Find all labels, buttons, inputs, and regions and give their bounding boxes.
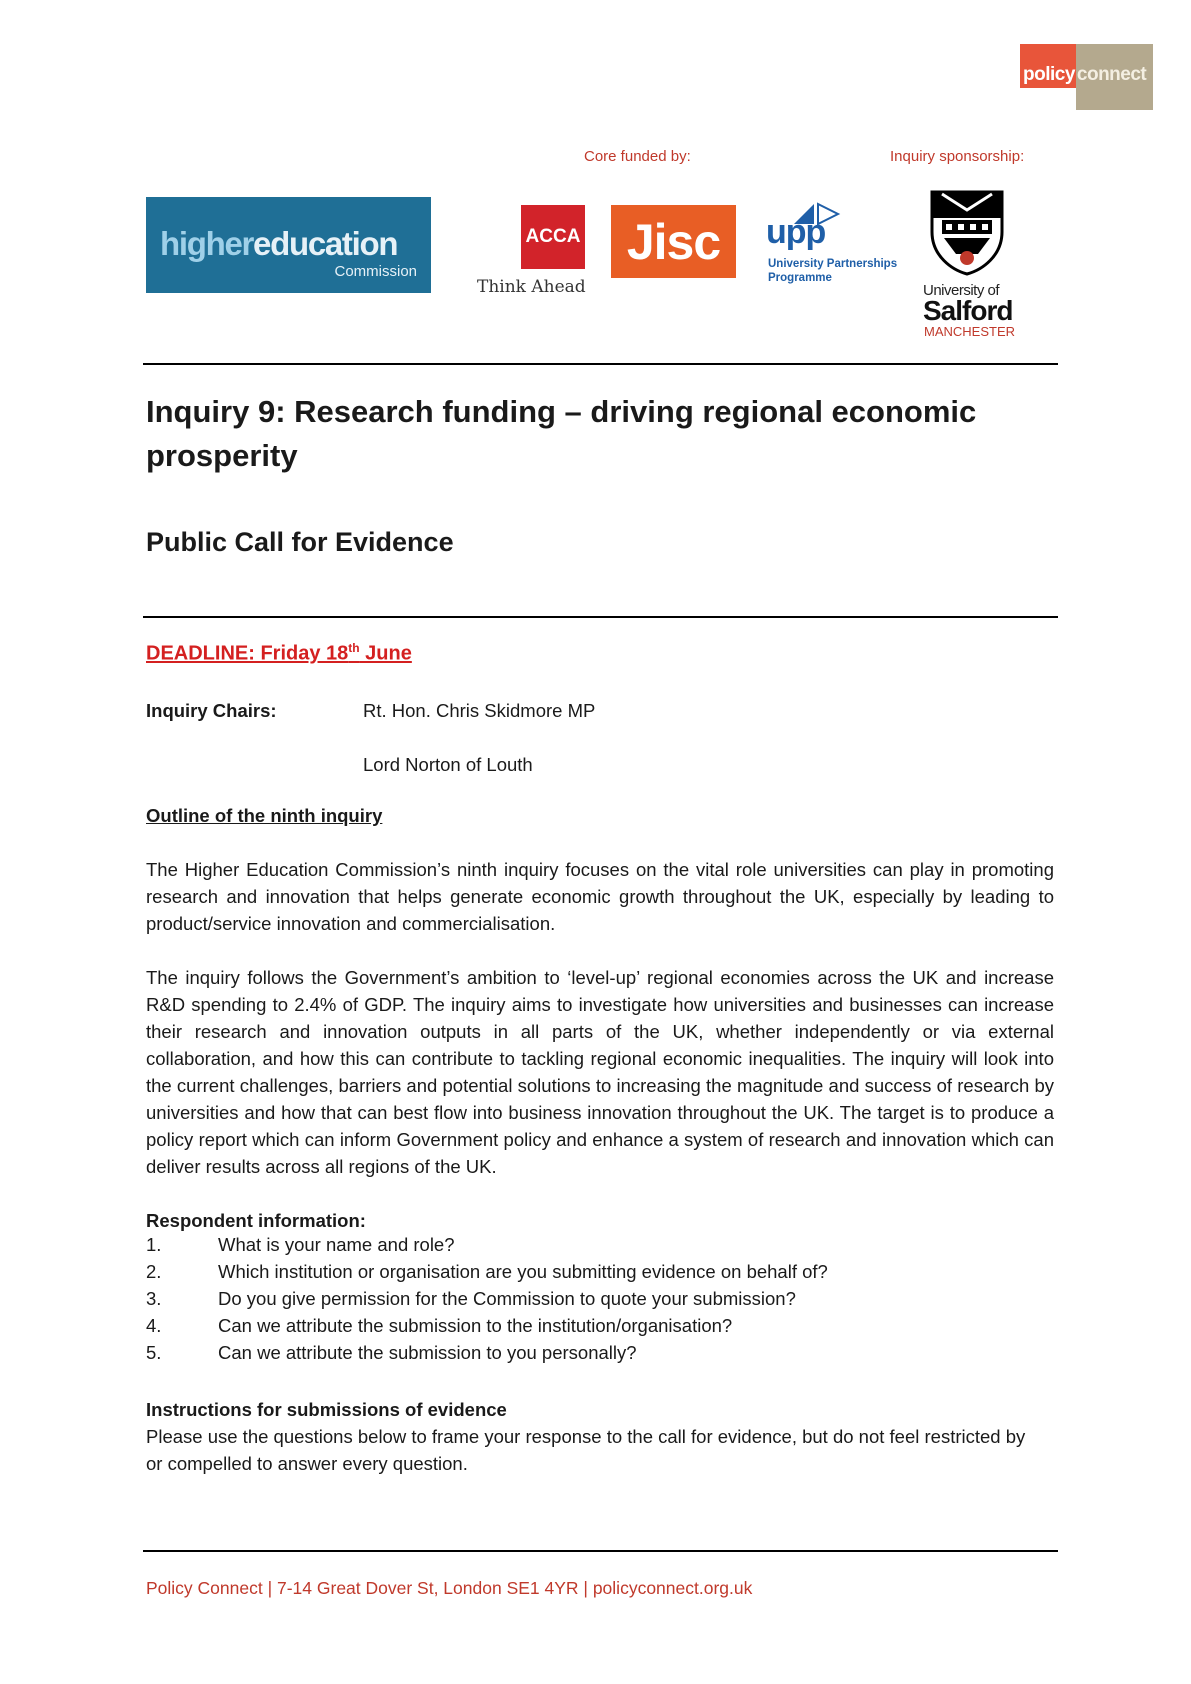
chair-name-2: Lord Norton of Louth [363, 754, 533, 775]
list-item-number: 2. [146, 1261, 162, 1282]
sponsorship-label: Inquiry sponsorship: [890, 148, 1025, 165]
salford-university-of: University of [923, 282, 1000, 299]
page-title [146, 390, 1046, 478]
policy-connect-logo [1020, 44, 1153, 110]
outline-paragraph-2: The inquiry follows the Government’s ambition to ‘level-up’ regional economies across the UK and increase R&D spending to 2.4% of GDP. The inquiry aims to investigate how universities and businesses can increase their research and innovation outputs in all parts of the UK, whether independently or via external collaboration, and how this can contribute to tackling regional economic inequalities. The inquiry will look into the current challenges, barriers and potential solutions to increasing the magnitude and success of research by universities and how that can best flow into business innovation throughout the UK. The target is to produce a policy report which can inform Government policy and enhance a system of research and innovation which can deliver results across all regions of the UK. [146, 967, 1054, 1177]
deadline-sup: th [348, 641, 360, 655]
core-funded-label: Core funded by: [584, 148, 691, 165]
instructions-heading: Instructions for submissions of evidence [146, 1399, 507, 1420]
chair-name-1: Rt. Hon. Chris Skidmore MP [363, 700, 596, 721]
header-divider [143, 363, 1058, 365]
deadline-month: June [359, 642, 412, 665]
instructions-text: Please use the questions below to frame your response to the call for evidence, but do not feel restricted by or compelled to answer every question. [146, 1426, 1026, 1474]
respondent-heading: Respondent information: [146, 1210, 366, 1231]
title-line-1: Inquiry 9: Research funding – driving regional economic [146, 394, 977, 429]
deadline [146, 641, 412, 666]
list-item-number: 4. [146, 1315, 162, 1336]
list-item: Can we attribute the submission to you personally? [218, 1342, 637, 1363]
salford-city: MANCHESTER [924, 324, 1016, 339]
salford-name: Salford [923, 295, 1013, 326]
he-logo-text-higher: higher [160, 225, 254, 262]
acca-logo: ACCA [521, 205, 585, 269]
title-line-2: prosperity [146, 438, 298, 473]
outline-heading: Outline of the ninth inquiry [146, 805, 383, 826]
logo-text-policy: policy [1023, 64, 1075, 85]
footer: Policy Connect | 7-14 Great Dover St, London SE1 4YR | policyconnect.org.uk [146, 1578, 753, 1598]
title-divider [143, 616, 1058, 618]
list-item: Do you give permission for the Commission to quote your submission? [218, 1288, 796, 1309]
chairs-label: Inquiry Chairs: [146, 700, 277, 721]
higher-education-commission-logo [146, 197, 431, 293]
upp-line-1: University Partnerships [768, 258, 898, 270]
list-item: Which institution or organisation are you submitting evidence on behalf of? [218, 1261, 828, 1282]
list-item-number: 1. [146, 1234, 162, 1255]
upp-logo: upp [766, 213, 826, 251]
acca-tagline: Think Ahead [477, 277, 586, 297]
logo-text-connect: connect [1076, 64, 1147, 85]
jisc-logo: Jisc [611, 205, 736, 278]
he-logo-sub: Commission [334, 263, 417, 280]
salford-crest-icon [930, 190, 1004, 276]
list-item: What is your name and role? [218, 1234, 455, 1255]
list-item-number: 5. [146, 1342, 162, 1363]
he-logo-text-education: education [253, 225, 398, 262]
upp-line-2: Programme [768, 272, 832, 284]
list-item: Can we attribute the submission to the institution/organisation? [218, 1315, 733, 1336]
outline-paragraph-1: The Higher Education Commission’s ninth inquiry focuses on the vital role universities can play in promoting research and innovation that helps generate economic growth throughout the UK, especially by leading to product/service innovation and commercialisation. [146, 859, 1054, 934]
footer-divider [143, 1550, 1058, 1552]
page-subtitle: Public Call for Evidence [146, 527, 454, 557]
list-item-number: 3. [146, 1288, 162, 1309]
deadline-text: DEADLINE: Friday 18 [146, 642, 349, 665]
